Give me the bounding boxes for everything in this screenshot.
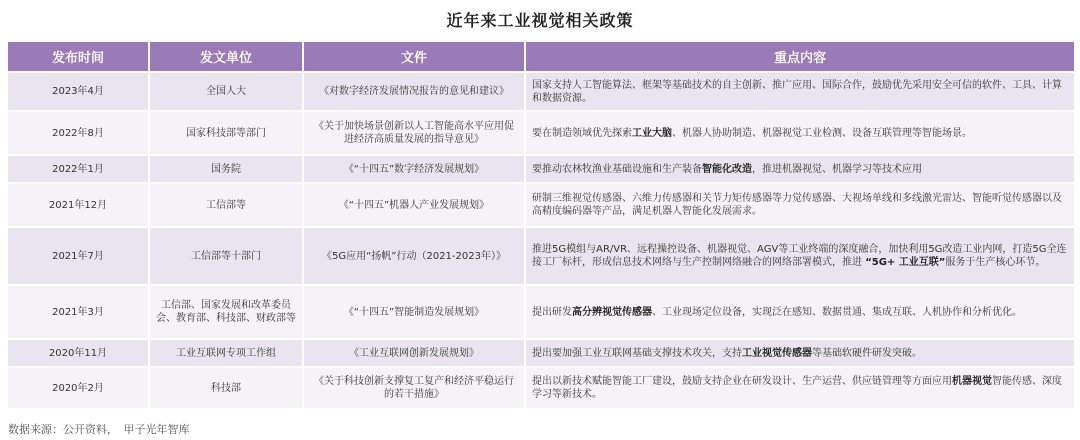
content-highlight: 工业大脑 <box>632 127 672 139</box>
cell-content <box>526 286 1074 338</box>
table-row <box>8 73 1074 110</box>
content-text: 服务于生产核心环节。 <box>945 257 1046 268</box>
header-unit: 发文单位 <box>150 42 302 71</box>
content-text: 提出以新技术赋能智能工厂建设，鼓励支持企业在研发设计、生产运营、供应链管理等方面应用 <box>532 376 952 387</box>
content-text: 提出研发 <box>532 306 572 318</box>
cell-date: 2021年12月 <box>8 184 148 226</box>
header-content: 重点内容 <box>526 42 1074 71</box>
content-text: 国家支持人工智能算法、框架等基础技术的自主创新、推广应用、国际合作，鼓励优先采用安全可信的软件、工具、计算和数据资源。 <box>532 79 1062 104</box>
content-text: 、机器人协助制造、机器视觉工业检测、设备互联管理等智能场景。 <box>672 127 972 139</box>
cell-unit: 全国人大 <box>150 73 302 110</box>
content-text: 提出要加强工业互联网基础支撑技术攻关，支持 <box>532 347 742 359</box>
table-row <box>8 340 1074 366</box>
cell-date: 2020年2月 <box>8 368 148 408</box>
content-highlight: 智能化改造 <box>702 163 752 175</box>
header-document: 文件 <box>304 42 524 71</box>
cell-unit: 工信部等 <box>150 184 302 226</box>
cell-unit: 工信部、国家发展和改革委员会、教育部、科技部、财政部等 <box>150 286 302 338</box>
table-row <box>8 184 1074 226</box>
cell-content <box>526 73 1074 110</box>
table-header-row <box>8 42 1074 71</box>
page-title: 近年来工业视觉相关政策 <box>446 11 634 30</box>
cell-unit: 科技部 <box>150 368 302 408</box>
cell-unit: 国务院 <box>150 156 302 182</box>
table-row <box>8 112 1074 154</box>
table-row <box>8 286 1074 338</box>
cell-date: 2022年1月 <box>8 156 148 182</box>
content-text: 、工业现场定位设备，实现泛在感知、数据贯通、集成互联、人机协作和分析优化。 <box>652 306 1022 318</box>
header-date: 发布时间 <box>8 42 148 71</box>
table-row <box>8 368 1074 408</box>
cell-content <box>526 340 1074 366</box>
cell-unit: 国家科技部等部门 <box>150 112 302 154</box>
table-row <box>8 156 1074 182</box>
content-text: 智能传感、深度学习等新技术。 <box>532 376 1062 400</box>
content-highlight: 高分辨视觉传感器 <box>572 306 652 318</box>
source-note: 数据来源：公开资料， 甲子光年智库 <box>8 423 190 436</box>
cell-content <box>526 112 1074 154</box>
table-row <box>8 228 1074 284</box>
policy-table <box>6 40 1076 410</box>
content-highlight: 工业视觉传感器 <box>742 347 812 359</box>
cell-document: 《关于科技创新支撑复工复产和经济平稳运行的若干措施》 <box>304 368 524 408</box>
content-text: ，推进机器视觉、机器学习等技术应用 <box>752 163 922 175</box>
cell-document: 《“十四五”数字经济发展规划》 <box>304 156 524 182</box>
cell-date: 2021年3月 <box>8 286 148 338</box>
cell-content <box>526 184 1074 226</box>
table-body <box>8 73 1074 408</box>
content-text: 等基础软硬件研发突破。 <box>812 347 922 359</box>
content-highlight: 机器视觉 <box>952 376 992 387</box>
cell-date: 2020年11月 <box>8 340 148 366</box>
content-text: 推进5G模组与AR/VR、远程操控设备、机器视觉、AGV等工业终端的深度融合，加快利用5G改造工业内网，打造5G全连接工厂标杆，形成信息技术网络与生产控制网络融合的网络部署模式，推进 <box>532 244 1067 268</box>
cell-document: 《“十四五”智能制造发展规划》 <box>304 286 524 338</box>
content-highlight: “5G+ 工业互联” <box>865 257 946 268</box>
cell-document: 《对数字经济发展情况报告的意见和建议》 <box>304 73 524 110</box>
cell-date: 2021年7月 <box>8 228 148 284</box>
cell-content <box>526 368 1074 408</box>
cell-document: 《5G应用“扬帆”行动（2021-2023年）》 <box>304 228 524 284</box>
cell-date: 2023年4月 <box>8 73 148 110</box>
cell-content <box>526 228 1074 284</box>
cell-date: 2022年8月 <box>8 112 148 154</box>
cell-document: 《“十四五”机器人产业发展规划》 <box>304 184 524 226</box>
content-text: 研制三维视觉传感器、六维力传感器和关节力矩传感器等力觉传感器、大视场单线和多线激光雷达、智能听觉传感器以及高精度编码器等产品，满足机器人智能化发展需求。 <box>532 193 1062 217</box>
content-text: 要推动农林牧渔业基础设施和生产装备 <box>532 163 702 175</box>
cell-document: 《工业互联网创新发展规划》 <box>304 340 524 366</box>
content-text: 要在制造领域优先探索 <box>532 127 632 139</box>
cell-content <box>526 156 1074 182</box>
cell-unit: 工业互联网专项工作组 <box>150 340 302 366</box>
cell-document: 《关于加快场景创新以人工智能高水平应用促进经济高质量发展的指导意见》 <box>304 112 524 154</box>
cell-unit: 工信部等十部门 <box>150 228 302 284</box>
